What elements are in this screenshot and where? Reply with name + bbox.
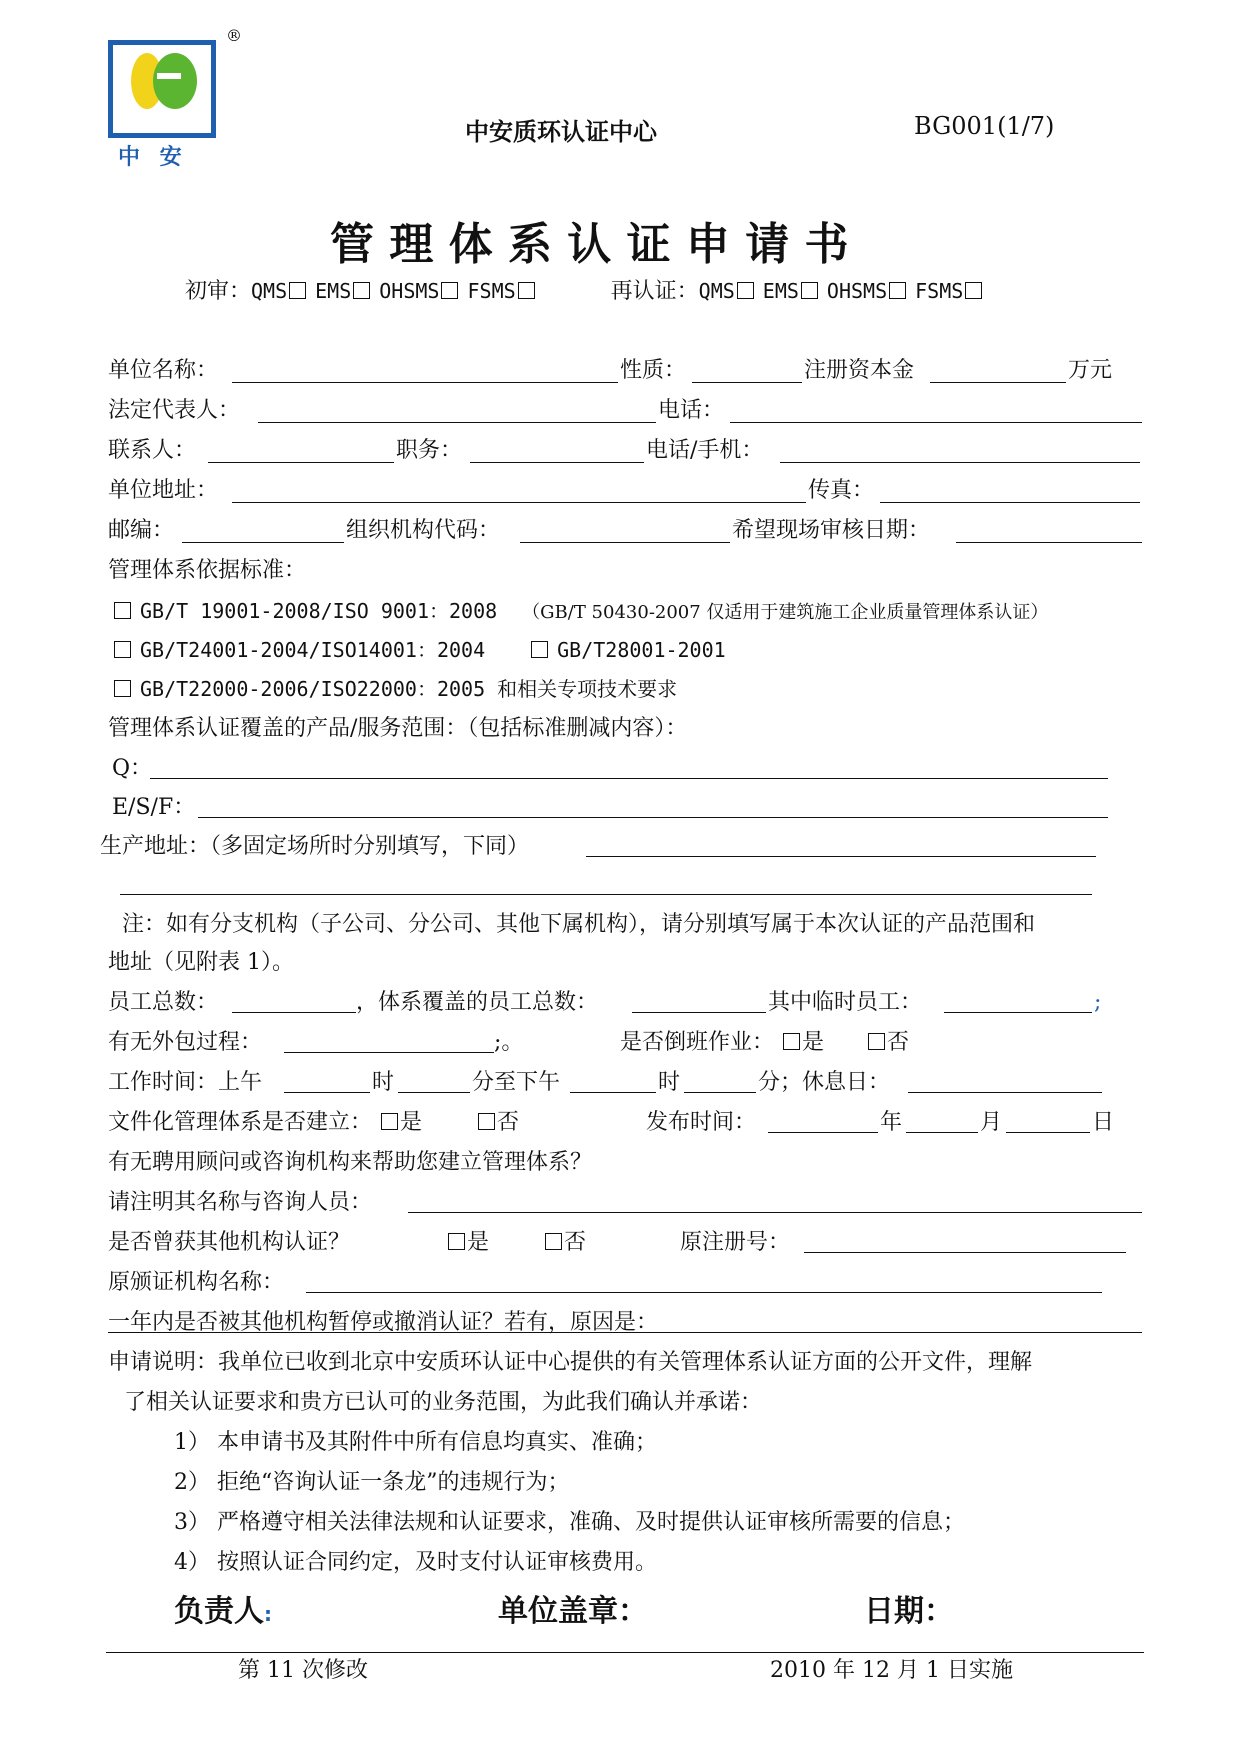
address-label: 单位地址： [108,478,219,503]
address-field[interactable] [232,502,806,503]
yes-label: 是 [400,1110,423,1135]
publish-time-label: 发布时间： [646,1110,757,1135]
opt-qms: QMS [251,279,288,303]
doc-system-row [108,1110,519,1136]
person-label: 负责人 [174,1594,264,1629]
logo-text: 中 安 [118,145,188,170]
std1-text: GB/T 19001-2008/ISO 9001：2008 [140,599,498,623]
org-code-field[interactable] [520,542,730,543]
unit-name-field[interactable] [232,382,618,383]
am-min-field[interactable] [398,1092,470,1093]
signature-date: 日期： [864,1594,954,1629]
commit-item-1: 1） 本申请书及其附件中所有信息均真实、准确； [174,1430,657,1455]
std2-text: GB/T24001-2004/ISO14001：2004 [140,638,486,662]
opt-fsms: FSMS [915,279,964,303]
opt-ems: EMS [762,279,799,303]
no-label: 否 [887,1030,910,1055]
position-label: 职务： [396,438,463,463]
std3-checkbox[interactable] [531,641,548,658]
nature-label: 性质： [620,358,687,383]
fax-field[interactable] [880,502,1140,503]
recert-label: 再认证： [610,279,699,304]
pm-min-field[interactable] [684,1092,756,1093]
note-line-1: 注：如有分支机构（子公司、分公司、其他下属机构），请分别填写属于本次认证的产品范围和 [122,912,1036,937]
staff-covered-field[interactable] [632,1012,766,1013]
std1-row [112,598,1048,626]
temp-staff-label: 其中临时员工： [768,990,923,1015]
person-colon: : [264,1602,272,1626]
footer-effective: 2010 年 12 月 1 日实施 [770,1658,1013,1683]
audit-date-field[interactable] [956,542,1142,543]
registered-mark: ® [226,26,242,45]
q-field[interactable] [150,778,1108,779]
std4-checkbox[interactable] [114,680,131,697]
checkbox[interactable] [965,282,982,299]
phone-mobile-field[interactable] [780,462,1140,463]
checkbox[interactable] [441,282,458,299]
opt-qms: QMS [698,279,735,303]
audit-type-row [185,278,984,305]
day-label: 日 [1092,1110,1115,1135]
std4-row [112,676,677,703]
checkbox[interactable] [801,282,818,299]
month-label: 月 [980,1110,1003,1135]
logo [108,40,216,138]
shift-row [620,1030,909,1056]
yes-label: 是 [802,1030,825,1055]
doc-system-label: 文件化管理体系是否建立： [108,1110,373,1135]
publish-day-field[interactable] [1006,1132,1090,1133]
prod-addr-field[interactable] [586,856,1096,857]
commit-item-3: 3） 严格遵守相关法律法规和认证要求，准确、及时提供认证审核所需要的信息； [174,1510,965,1535]
unit-name-label: 单位名称： [108,358,219,383]
postcode-field[interactable] [182,542,344,543]
legal-rep-label: 法定代表人： [108,398,241,423]
signature-stamp: 单位盖章： [498,1594,648,1629]
other-cert-options [446,1230,586,1256]
no-label: 否 [564,1230,587,1255]
other-cert-yes-checkbox[interactable] [448,1233,465,1250]
outsourcing-label: 有无外包过程： [108,1030,263,1055]
postcode-label: 邮编： [108,518,175,543]
publish-year-field[interactable] [768,1132,878,1133]
fax-label: 传真： [808,478,875,503]
std1-note: （GB/T 50430-2007 仅适用于建筑施工企业质量管理体系认证） [522,602,1049,623]
shift-yes-checkbox[interactable] [783,1033,800,1050]
declaration-1: 申请说明：我单位已收到北京中安质环认证中心提供的有关管理体系认证方面的公开文件，理解 [108,1350,1033,1375]
phone-label: 电话： [658,398,725,423]
contact-label: 联系人： [108,438,197,463]
capital-field[interactable] [930,382,1066,383]
no-label: 否 [497,1110,520,1135]
std4-text: GB/T22000-2006/ISO22000：2005 和相关专项技术要求 [140,677,678,701]
checkbox[interactable] [518,282,535,299]
yes-label: 是 [467,1230,490,1255]
checkbox[interactable] [353,282,370,299]
semicolon: ; [1094,990,1102,1015]
suspended-label: 一年内是否被其他机构暂停或撤消认证？若有，原因是： [108,1310,659,1335]
logo-mark [113,45,211,115]
doc-no-checkbox[interactable] [478,1113,495,1130]
other-cert-no-checkbox[interactable] [545,1233,562,1250]
hour-label-2: 时 [658,1070,681,1095]
shift-label: 是否倒班作业： [620,1030,775,1055]
orig-body-field[interactable] [306,1292,1102,1293]
suspended-field[interactable] [108,1332,1142,1333]
staff-total-field[interactable] [232,1012,356,1013]
capital-unit: 万元 [1068,358,1113,383]
std1-checkbox[interactable] [114,602,131,619]
doc-code: BG001(1/7) [914,112,1055,140]
consultant-question: 有无聘用顾问或咨询机构来帮助您建立管理体系？ [108,1150,593,1175]
opt-ohsms: OHSMS [826,279,888,303]
esf-label: E/S/F： [112,795,196,820]
note-line-2: 地址（见附表 1）。 [108,950,294,975]
rest-day-field[interactable] [908,1092,1102,1093]
opt-ohsms: OHSMS [379,279,440,303]
staff-total-label: 员工总数： [108,990,219,1015]
commit-item-2: 2） 拒绝“咨询认证一条龙”的违规行为； [174,1470,570,1495]
min-to-pm-label: 分至下午 [472,1070,561,1095]
declaration-2: 了相关认证要求和贵方已认可的业务范围，为此我们确认并承诺： [124,1390,763,1415]
orig-reg-field[interactable] [804,1252,1126,1253]
shift-no-checkbox[interactable] [868,1033,885,1050]
min-rest-label: 分；休息日： [758,1070,891,1095]
phone-mobile-label: 电话/手机： [646,438,764,463]
prod-addr-field-2[interactable] [120,894,1092,895]
org-name: 中安质环认证中心 [465,117,657,146]
capital-label: 注册资本金 [804,358,915,383]
opt-ems: EMS [315,279,352,303]
legal-rep-field[interactable] [258,422,656,423]
page-title: 管 理 体 系 认 证 申 请 书 [330,219,849,270]
work-time-label: 工作时间：上午 [108,1070,263,1095]
staff-covered-label: ，体系覆盖的员工总数： [356,990,599,1015]
footer-revision: 第 11 次修改 [238,1658,368,1683]
esf-field[interactable] [198,817,1108,818]
commit-item-4: 4） 按照认证合同约定，及时支付认证审核费用。 [174,1550,657,1575]
consultant-name-field[interactable] [408,1212,1142,1213]
opt-fsms: FSMS [467,279,516,303]
org-code-label: 组织机构代码： [346,518,501,543]
std3-text: GB/T28001-2001 [557,638,726,662]
doc-yes-checkbox[interactable] [381,1113,398,1130]
orig-body-label: 原颁证机构名称： [108,1270,285,1295]
signature-person [174,1586,272,1630]
std2-checkbox[interactable] [114,641,131,658]
outsourcing-end: ;。 [494,1030,524,1055]
footer-rule [106,1652,1144,1653]
position-field[interactable] [470,462,644,463]
contact-field[interactable] [208,462,394,463]
checkbox[interactable] [889,282,906,299]
nature-field[interactable] [692,382,802,383]
pm-hour-field[interactable] [570,1092,656,1093]
outsourcing-field[interactable] [284,1052,494,1053]
year-label: 年 [880,1110,903,1135]
other-cert-label: 是否曾获其他机构认证？ [108,1230,351,1255]
temp-staff-field[interactable] [944,1012,1092,1013]
publish-month-field[interactable] [906,1132,978,1133]
checkbox[interactable] [737,282,754,299]
orig-reg-label: 原注册号： [680,1230,791,1255]
hour-label: 时 [372,1070,395,1095]
first-audit-label: 初审： [185,279,252,304]
checkbox[interactable] [289,282,306,299]
standards-label: 管理体系依据标准： [108,558,307,583]
audit-date-label: 希望现场审核日期： [732,518,931,543]
scope-label: 管理体系认证覆盖的产品/服务范围：（包括标准删减内容）： [108,716,688,741]
q-label: Q： [112,756,153,781]
prod-addr-label: 生产地址：（多固定场所时分别填写，下同） [100,834,530,859]
consultant-name-label: 请注明其名称与咨询人员： [108,1190,373,1215]
am-hour-field[interactable] [284,1092,370,1093]
std2-row [112,637,726,664]
phone-field[interactable] [730,422,1142,423]
